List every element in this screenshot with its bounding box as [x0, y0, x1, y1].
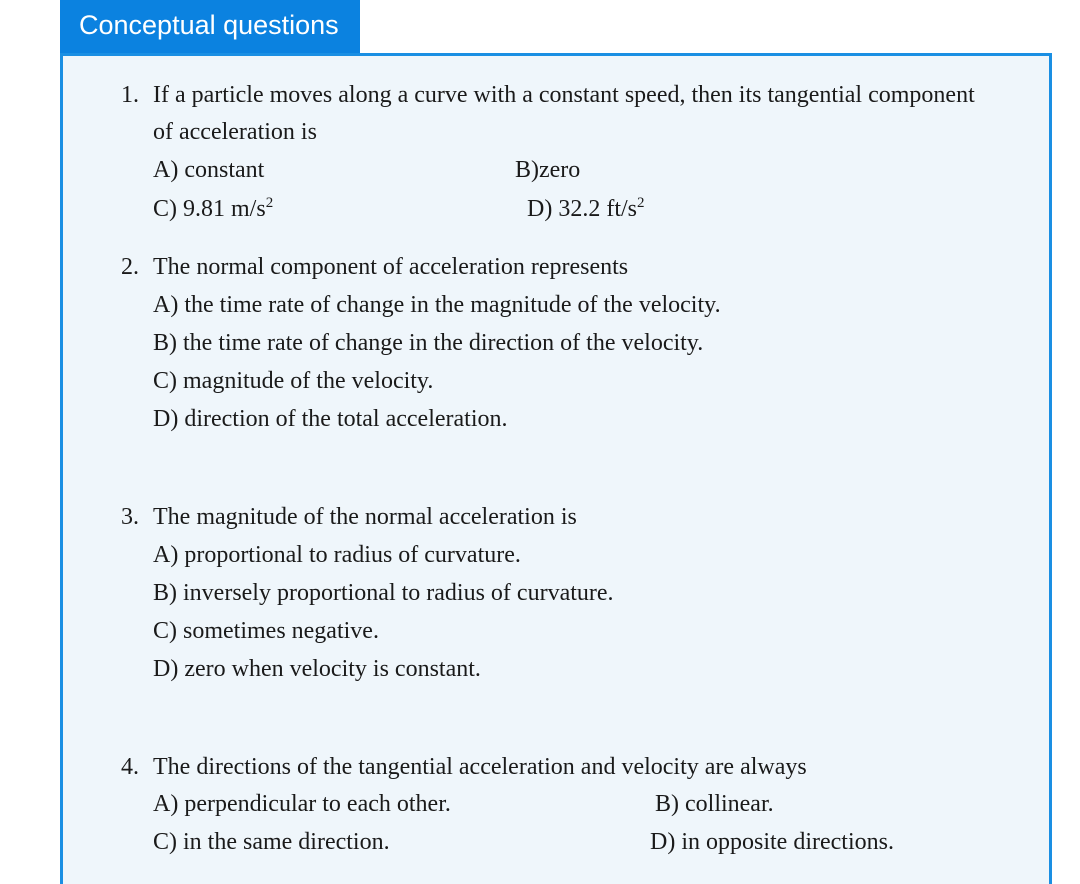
- question-4-option-c: C) in the same direction.: [153, 829, 390, 855]
- question-1-option-d: [527, 194, 645, 224]
- question-1-number: 1.: [121, 82, 139, 108]
- question-3-text: The magnitude of the normal acceleration is: [153, 504, 577, 530]
- question-1-option-c-exponent: 2: [265, 195, 274, 211]
- question-3-number: 3.: [121, 504, 139, 530]
- question-1-option-c-text: C) 9.81 m/s: [153, 196, 266, 222]
- question-1-option-b: B)zero: [515, 157, 581, 183]
- question-4-number: 4.: [121, 754, 139, 780]
- question-2-option-c: C) magnitude of the velocity.: [153, 368, 434, 394]
- question-1-text-line1: If a particle moves along a curve with a constant speed, then its tangential component: [153, 82, 975, 108]
- question-1-option-d-text: D) 32.2 ft/s: [527, 196, 637, 222]
- question-1-option-a: A) constant: [153, 157, 265, 183]
- question-2-number: 2.: [121, 254, 139, 280]
- question-2-option-b: B) the time rate of change in the direction of the velocity.: [153, 330, 704, 356]
- question-4-option-d: D) in opposite directions.: [650, 829, 894, 855]
- question-3-option-a: A) proportional to radius of curvature.: [153, 542, 521, 568]
- question-1-option-c: [153, 194, 273, 224]
- question-2-text: The normal component of acceleration represents: [153, 254, 629, 280]
- question-4-text: The directions of the tangential acceleration and velocity are always: [153, 754, 807, 780]
- question-4-option-a: A) perpendicular to each other.: [153, 791, 451, 817]
- section-title-tab: [60, 0, 360, 53]
- question-3-option-b: B) inversely proportional to radius of curvature.: [153, 580, 614, 606]
- question-1-text-line2: of acceleration is: [153, 119, 317, 145]
- question-1-option-d-exponent: 2: [637, 195, 645, 211]
- question-3-option-c: C) sometimes negative.: [153, 618, 379, 644]
- question-2-option-a: A) the time rate of change in the magnitude of the velocity.: [153, 292, 721, 318]
- question-4-option-b: B) collinear.: [655, 791, 774, 817]
- question-3-option-d: D) zero when velocity is constant.: [153, 656, 481, 682]
- question-2-option-d: D) direction of the total acceleration.: [153, 406, 508, 432]
- section-title: Conceptual questions: [79, 10, 339, 40]
